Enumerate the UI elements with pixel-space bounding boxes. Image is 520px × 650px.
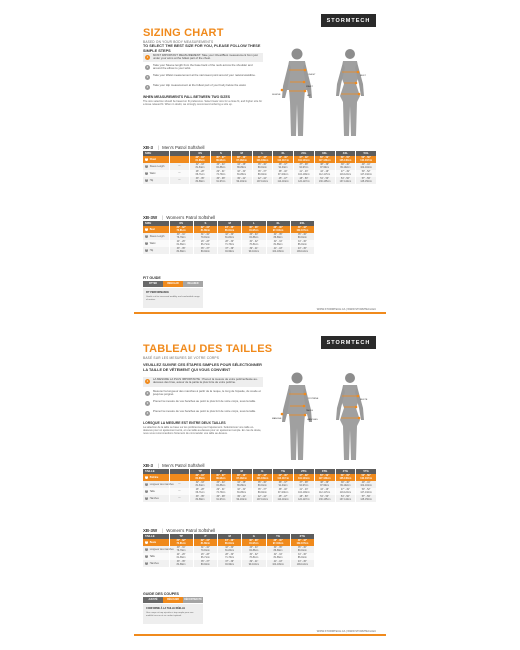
size-cell: 32" - 34" 81-86cm [193, 226, 217, 233]
step-item [143, 410, 263, 420]
row-label: 4Hip [143, 247, 169, 254]
size-cell: 30" - 32" 76-81cm [169, 226, 193, 233]
sizing-chart-sheet-fr [134, 330, 386, 642]
step-text: Prenez la mesure de vos hanches au point le plus fort de votre corps, sous la taille. [153, 399, 256, 403]
size-cell: 39" - 41" 99-104cm [231, 495, 252, 502]
size-cell: 30" - 31" 76-79cm [169, 546, 193, 553]
step-text: Mesurez la longueur des manches à partir de la nuque, le long de l'épaule, du coude et jusqu'au poignet. [153, 389, 261, 397]
size-cell: 33" - 34" 84-86cm [211, 481, 232, 488]
size-cell: 35" - 37" 89-94cm [211, 156, 232, 163]
row-number-icon: 4 [145, 248, 148, 251]
size-cell: 36" - 38" 91-97cm [211, 177, 232, 184]
size-header-cell: TP [190, 469, 211, 474]
table-row [143, 488, 377, 495]
size-cell: 41" - 43" 104-109cm [294, 170, 315, 177]
size-header-cell: 5XL [356, 151, 377, 156]
row-label: 2Longueur des manches [143, 546, 169, 553]
size-cell: 56" - 58" 142-147cm [356, 474, 377, 481]
size-cell: 28" - 30" 71-76cm [218, 240, 242, 247]
row-label: 2Sleeve Length [143, 233, 169, 240]
size-cell: 35" - 37" 89-94cm [193, 247, 217, 254]
size-cell: 50" - 52" 127-132cm [314, 474, 335, 481]
bust-label: BUSTE [360, 399, 368, 401]
size-cell: 33" - 35" 84-89cm [169, 560, 193, 567]
fit-guide-tabs [143, 597, 203, 603]
table-row [143, 226, 315, 233]
size-header-cell: M [231, 151, 252, 156]
row-label: 1Chest [143, 156, 169, 163]
row-label: 2Sleeve Length [143, 163, 169, 170]
men-size-table [143, 151, 377, 184]
size-cell: 41" - 43" 104-109cm [266, 560, 290, 567]
size-cell: 39" - 41" 99-104cm [242, 247, 266, 254]
fit-description-text: Une coupe ni trop ajustée ni trop ample pour une mobilité accrue et un confort optimal. [146, 612, 194, 617]
size-cell: 37" - 39" 94-99cm [218, 560, 242, 567]
size-cell: 32" - 34" 81-86cm [193, 539, 217, 546]
fit-guide-tabs [143, 281, 203, 287]
row-label: 1Buste [143, 539, 169, 546]
tip-text: MOST IMPORTANT MEASUREMENT: Take your Chest/Bust measurement from just under your arms at the fullest part of the chest. [153, 53, 258, 61]
size-cell: 29" - 31" 74-79cm [211, 170, 232, 177]
chest-label: POITRINE [308, 398, 319, 400]
fit-tab: RELAXED [183, 281, 203, 287]
size-cell: 29" - 31" 74-79cm [211, 488, 232, 495]
table-row [143, 163, 377, 170]
size-cell: — [169, 495, 190, 502]
row-label: 3Taille [143, 488, 169, 495]
important-tip [143, 53, 263, 62]
intro-title: TO SELECT THE BEST SIZE FOR YOU, PLEASE FOLLOW THESE SIMPLE STEPS [143, 44, 261, 53]
table-row [143, 481, 377, 488]
between-sizes-text: The size selection should be based on fit preference. Select lower size for a close fit, and higher size for a loose relaxed fit. When in doubt, we strongly recommend ordering a size up. [143, 100, 263, 107]
step-number-icon: 2 [146, 65, 149, 69]
size-cell: 36" - 38" 91-97cm [211, 495, 232, 502]
size-cell: 44" - 46" 112-117cm [314, 170, 335, 177]
size-cell: 40" - 41" 102-104cm [356, 481, 377, 488]
size-cell: 41" - 43" 104-109cm [252, 156, 273, 163]
size-cell: 32" - 34" 81-86cm [266, 240, 290, 247]
men-size-table [143, 469, 377, 502]
row-number-icon: 2 [145, 482, 148, 485]
size-cell: 48" - 50" 122-127cm [294, 495, 315, 502]
size-cell: 41" - 43" 104-109cm [266, 247, 290, 254]
row-number-icon: 2 [145, 234, 148, 237]
size-cell: 54" - 56" 137-142cm [335, 495, 356, 502]
size-cell: 38" - 40" 97-102cm [266, 539, 290, 546]
sizing-chart-sheet-en [134, 8, 386, 320]
women-style-code: XB-3W [143, 215, 158, 220]
row-label: 2Longueur des manches [143, 481, 169, 488]
size-cell: 56" - 58" 142-147cm [356, 156, 377, 163]
size-cell: 39" - 40" 99-102cm [335, 163, 356, 170]
fit-tab: DÉCONTRACTÉ [184, 599, 202, 601]
size-header-cell: XS [169, 221, 193, 226]
row-number-icon: 4 [145, 178, 148, 181]
size-header-cell: S [193, 221, 217, 226]
fit-guide-title: FIT GUIDE [143, 276, 161, 280]
size-header-cell: G [242, 534, 266, 539]
size-header-cell: G [252, 469, 273, 474]
table-row [143, 233, 315, 240]
intro-title: VEUILLEZ SUIVRE CES ÉTAPES SIMPLES POUR SÉLECTIONNER LA TAILLE DE VÊTEMENT QUI VOUS CONVIENT [143, 363, 262, 372]
size-cell: — [169, 488, 190, 495]
size-header-cell: M [218, 221, 242, 226]
chest-label: CHEST [308, 74, 316, 76]
size-header-cell: L [252, 151, 273, 156]
size-cell: 44" - 46" 112-117cm [273, 474, 294, 481]
size-header-cell: TP [169, 534, 193, 539]
size-header-cell: 3TG [314, 469, 335, 474]
fit-tab: FITTED [143, 281, 163, 287]
size-cell: 26" - 28" 66-71cm [190, 488, 211, 495]
size-cell: 44" - 46" 112-117cm [314, 488, 335, 495]
size-cell: 40" - 41" 102-104cm [356, 163, 377, 170]
size-cell: 38" - 40" 97-102cm [231, 156, 252, 163]
size-cell: 30" - 32" 76-81cm [169, 539, 193, 546]
table-row [143, 553, 315, 560]
size-cell: 38" - 39" 97-99cm [314, 481, 335, 488]
size-cell: 41" - 43" 104-109cm [252, 474, 273, 481]
row-label: 4Hanches [143, 495, 169, 502]
size-cell: 33" - 35" 84-89cm [190, 495, 211, 502]
size-cell [169, 474, 190, 481]
size-cell: 50" - 52" 127-132cm [356, 488, 377, 495]
size-cell: 47" - 49" 119-124cm [294, 156, 315, 163]
size-header-cell: M [218, 534, 242, 539]
step-text: Take your Sleeve length from the base back of the neck across the shoulder and around the elbow to your wrist. [153, 63, 253, 71]
size-header-cell: P [193, 534, 217, 539]
row-number-icon: 1 [145, 540, 148, 543]
size-header-cell: TG [273, 469, 294, 474]
size-cell: 30" - 32" 76-81cm [242, 553, 266, 560]
size-cell: 35" - 36" 89-91cm [290, 233, 314, 240]
size-header-cell: 3XL [314, 151, 335, 156]
fit-description [143, 604, 203, 624]
women-style-name: Women's Patrol Softshell [166, 528, 216, 533]
size-header-label: SIZE [143, 221, 169, 226]
women-section-label: XB-3W | Women's Patrol Softshell [143, 215, 216, 220]
size-cell: 48" - 50" 122-127cm [294, 177, 315, 184]
table-row [143, 474, 377, 481]
size-cell: 33" - 34" 84-86cm [211, 163, 232, 170]
size-cell: 30" - 32" 76-81cm [242, 240, 266, 247]
between-sizes-title: WHEN MEASUREMENTS FALL BETWEEN TWO SIZES [143, 95, 230, 99]
size-header-cell: M [231, 469, 252, 474]
footer-bar [134, 634, 386, 636]
row-label: 3Waist [143, 240, 169, 247]
brand-logo: STORMTECH [321, 14, 376, 27]
step-number-icon: 3 [146, 401, 149, 405]
step-number-icon: 2 [146, 391, 149, 395]
size-cell: 53" - 55" 135-140cm [335, 156, 356, 163]
size-header-cell: P [211, 469, 232, 474]
table-row [143, 170, 377, 177]
size-cell: 32" - 33" 81-84cm [190, 163, 211, 170]
size-cell [169, 156, 190, 163]
size-cell: 26" - 28" 66-71cm [193, 240, 217, 247]
size-cell: 36" - 37" 91-94cm [273, 163, 294, 170]
size-cell: 38" - 39" 97-99cm [314, 163, 335, 170]
size-cell: 43" - 45" 109-114cm [290, 247, 314, 254]
size-cell: 35" - 36" 89-91cm [252, 163, 273, 170]
size-cell: 37" - 38" 94-97cm [294, 481, 315, 488]
row-label: 3Taille [143, 553, 169, 560]
fit-description [143, 288, 203, 308]
size-cell: 37" - 39" 94-99cm [218, 247, 242, 254]
row-number-icon: 1 [145, 157, 148, 160]
page-subtitle: BASÉ SUR LES MESURES DE VOTRE CORPS [143, 356, 220, 360]
row-label: 1Poitrine [143, 474, 169, 481]
male-figure [272, 46, 322, 138]
fit-description-text: Gentle cut for increased mobility and comfortable range of motion. [146, 296, 200, 301]
footer-links: WWW.STORMTECH.CA | WWW.STORMTECH.EU [316, 308, 376, 311]
size-header-cell: 5TG [356, 469, 377, 474]
men-style-name: Men's Patrol Softshell [162, 463, 205, 468]
important-tip [143, 377, 263, 387]
step-number-icon: 3 [146, 75, 149, 79]
between-sizes-title: LORSQUE LA MESURE EST ENTRE DEUX TAILLES [143, 421, 226, 425]
step-text: Prenez la mesure de vos hanches au point le plus fort de votre corps, sous la taille. [153, 409, 256, 413]
size-cell: 54" - 56" 137-142cm [335, 177, 356, 184]
men-section-label: XB-3 | Men's Patrol Softshell [143, 145, 205, 150]
size-cell: 51" - 53" 130-135cm [314, 177, 335, 184]
sleeve-label: SLEEVE [272, 94, 281, 96]
hip-label: HANCHES [307, 419, 318, 421]
size-cell: 24" - 26" 61-66cm [169, 553, 193, 560]
size-cell: — [169, 163, 190, 170]
size-header-label: TAILLE [143, 534, 169, 539]
row-number-icon: 3 [145, 241, 148, 244]
row-number-icon: 1 [145, 475, 148, 478]
fit-guide-title: GUIDE DES COUPES [143, 592, 179, 596]
size-header-cell: 4TG [335, 469, 356, 474]
size-header-cell: 2XL [290, 221, 314, 226]
women-section-label: XB-3W | Women's Patrol Softshell [143, 528, 216, 533]
size-header-cell: 2TG [294, 469, 315, 474]
size-cell: 35" - 37" 89-94cm [252, 170, 273, 177]
size-cell: 33" - 35" 84-89cm [169, 247, 193, 254]
footer-links: WWW.STORMTECH.CA | WWW.STORMTECH.EU [316, 630, 376, 633]
size-cell: 38" - 40" 97-102cm [231, 474, 252, 481]
women-style-code: XB-3W [143, 528, 158, 533]
measurement-steps [143, 390, 263, 420]
size-cell: 26" - 28" 66-71cm [190, 170, 211, 177]
step-text: Take your Hip measurement at the fullest part of your body below the waist. [153, 83, 247, 87]
size-cell: 40" - 42" 102-107cm [290, 539, 314, 546]
size-cell: 32" - 34" 81-86cm [190, 156, 211, 163]
size-cell: 33" - 34" 84-86cm [242, 233, 266, 240]
size-header-cell: XL [266, 221, 290, 226]
size-cell: 38" - 40" 97-102cm [273, 488, 294, 495]
waist-label: TAILLE [306, 410, 314, 412]
size-header-cell: 2XL [294, 151, 315, 156]
size-cell: 38" - 40" 97-102cm [273, 170, 294, 177]
table-row [143, 156, 377, 163]
row-number-icon: 1 [145, 227, 148, 230]
size-header-label: TAILLE [143, 469, 169, 474]
tip-number-icon: 1 [146, 55, 149, 59]
size-cell: 32" - 33" 81-84cm [218, 546, 242, 553]
step-text: Take your Waist measurement at the narrowest point around your natural waistline. [153, 73, 256, 77]
male-figure [272, 370, 322, 462]
size-header-cell: 2TG [290, 534, 314, 539]
fit-description-title: CONFORME À LA TAILLE RÉELLE [146, 607, 186, 610]
size-cell: 34" - 35" 86-89cm [266, 546, 290, 553]
size-cell: 34" - 35" 86-89cm [231, 481, 252, 488]
size-cell: 41" - 43" 104-109cm [294, 488, 315, 495]
size-cell: 34" - 36" 86-91cm [290, 240, 314, 247]
row-number-icon: 3 [145, 489, 148, 492]
size-cell: — [169, 481, 190, 488]
brand-logo: STORMTECH [321, 336, 376, 349]
size-cell: 35" - 36" 89-91cm [252, 481, 273, 488]
size-cell: 42" - 44" 107-112cm [252, 177, 273, 184]
sleeve-label: MANCHE [272, 418, 282, 420]
page-title: TABLEAU DES TAILLES [143, 343, 273, 355]
female-figure [326, 370, 374, 462]
row-number-icon: 3 [145, 554, 148, 557]
size-cell: 39" - 40" 99-102cm [335, 481, 356, 488]
step-number-icon: 4 [146, 411, 149, 415]
size-cell: 31" - 32" 79-81cm [193, 233, 217, 240]
size-cell: 36" - 37" 91-94cm [273, 481, 294, 488]
row-number-icon: 4 [145, 561, 148, 564]
measurement-steps [143, 64, 263, 94]
size-header-cell: XS [190, 151, 211, 156]
size-cell: 45" - 47" 114-119cm [273, 177, 294, 184]
size-header-cell: TG [266, 534, 290, 539]
table-row [143, 177, 377, 184]
size-cell: 44" - 46" 112-117cm [273, 156, 294, 163]
men-style-code: XB-3 [143, 463, 154, 468]
fit-tab: AJUSTÉ [143, 597, 163, 603]
size-cell: 34" - 36" 86-91cm [290, 553, 314, 560]
size-cell: 50" - 52" 127-132cm [314, 156, 335, 163]
step-item [143, 84, 263, 94]
size-cell: 35" - 37" 89-94cm [193, 560, 217, 567]
row-label: 4Hanches [143, 560, 169, 567]
size-cell: 36" - 38" 91-97cm [242, 539, 266, 546]
table-row [143, 495, 377, 502]
size-cell: 35" - 36" 89-91cm [290, 546, 314, 553]
size-cell: 28" - 30" 71-76cm [218, 553, 242, 560]
men-style-code: XB-3 [143, 145, 154, 150]
size-cell: 26" - 28" 66-71cm [193, 553, 217, 560]
size-cell: 24" - 26" 61-66cm [169, 240, 193, 247]
step-number-icon: 4 [146, 85, 149, 89]
page-subtitle: BASED ON YOUR BODY MEASUREMENTS [143, 40, 214, 44]
page-title: SIZING CHART [143, 27, 224, 39]
size-cell: 33" - 35" 84-89cm [190, 177, 211, 184]
size-header-label: SIZE [143, 151, 169, 156]
row-number-icon: 4 [145, 496, 148, 499]
size-cell: 38" - 40" 97-102cm [266, 226, 290, 233]
size-header-cell: S [211, 151, 232, 156]
waist-label: WAIST [306, 86, 313, 88]
size-cell: 35" - 37" 89-94cm [252, 488, 273, 495]
hip-label: HIP [307, 95, 311, 97]
size-cell: 34" - 35" 86-89cm [266, 233, 290, 240]
bust-label: BUST [360, 75, 366, 77]
size-cell: 34" - 36" 86-91cm [218, 226, 242, 233]
size-cell: 53" - 55" 135-140cm [335, 474, 356, 481]
size-cell: 32" - 34" 81-86cm [231, 170, 252, 177]
men-section-label: XB-3 | Men's Patrol Softshell [143, 463, 205, 468]
size-cell: 32" - 34" 81-86cm [266, 553, 290, 560]
size-cell: 45" - 47" 114-119cm [273, 495, 294, 502]
table-row [143, 539, 315, 546]
row-number-icon: 3 [145, 171, 148, 174]
size-cell: — [169, 170, 190, 177]
size-cell: 51" - 53" 130-135cm [314, 495, 335, 502]
size-cell: 32" - 33" 81-84cm [190, 481, 211, 488]
size-cell: 57" - 59" 145-150cm [356, 177, 377, 184]
size-header-cell: XL [273, 151, 294, 156]
tip-number-icon: 1 [146, 379, 149, 383]
table-row [143, 247, 315, 254]
table-row [143, 546, 315, 553]
size-cell: 57" - 59" 145-150cm [356, 495, 377, 502]
size-cell: 33" - 34" 84-86cm [242, 546, 266, 553]
size-cell: 47" - 49" 119-124cm [294, 474, 315, 481]
size-cell: 50" - 52" 127-132cm [356, 170, 377, 177]
tip-text: LA MESURE LA PLUS IMPORTANTE : Prenez la mesure de votre poitrine/buste au-dessous des bras, autour de la partie la plus forte de votre poitrine. [153, 377, 258, 385]
fit-tab-active: RÉGULIER [163, 597, 183, 603]
size-cell: 42" - 44" 107-112cm [252, 495, 273, 502]
women-size-table [143, 534, 315, 567]
table-row [143, 560, 315, 567]
women-style-name: Women's Patrol Softshell [166, 215, 216, 220]
size-cell: — [169, 177, 190, 184]
size-cell: 47" - 49" 119-124cm [335, 488, 356, 495]
size-cell: 35" - 37" 89-94cm [211, 474, 232, 481]
table-row [143, 240, 315, 247]
size-cell: 31" - 32" 79-81cm [193, 546, 217, 553]
between-sizes-text: La sélection de la taille se base sur les préférences pour l'ajustement. Sélectionnez une taille en-dessous pour un ajustement serré, et une taille au-dessus pour un ajustement ample. En cas de doute, nous vous recommandons fortement de commander une taille au-dessus. [143, 426, 262, 436]
size-cell: 30" - 31" 76-79cm [169, 233, 193, 240]
size-cell: 40" - 42" 102-107cm [290, 226, 314, 233]
size-cell: 32" - 33" 81-84cm [218, 233, 242, 240]
size-cell: 37" - 38" 94-97cm [294, 163, 315, 170]
size-cell: 34" - 36" 86-91cm [218, 539, 242, 546]
row-number-icon: 2 [145, 547, 148, 550]
size-header-cell: 4XL [335, 151, 356, 156]
size-cell: 47" - 49" 119-124cm [335, 170, 356, 177]
women-size-table [143, 221, 315, 254]
size-cell: 39" - 41" 99-104cm [242, 560, 266, 567]
men-style-name: Men's Patrol Softshell [162, 145, 205, 150]
size-cell: 39" - 41" 99-104cm [231, 177, 252, 184]
fit-tab-active: REGULAR [163, 281, 183, 287]
fit-description-title: FIT PERFORMANCE [146, 291, 169, 294]
row-label: 3Waist [143, 170, 169, 177]
size-cell: 34" - 35" 86-89cm [231, 163, 252, 170]
female-figure [326, 46, 374, 138]
size-cell: 32" - 34" 81-86cm [190, 474, 211, 481]
footer-bar [134, 312, 386, 314]
row-label: 4Hip [143, 177, 169, 184]
size-cell: 32" - 34" 81-86cm [231, 488, 252, 495]
row-number-icon: 2 [145, 164, 148, 167]
row-label: 1Bust [143, 226, 169, 233]
size-header-cell: L [242, 221, 266, 226]
size-cell: 36" - 38" 91-97cm [242, 226, 266, 233]
size-cell: 43" - 45" 109-114cm [290, 560, 314, 567]
